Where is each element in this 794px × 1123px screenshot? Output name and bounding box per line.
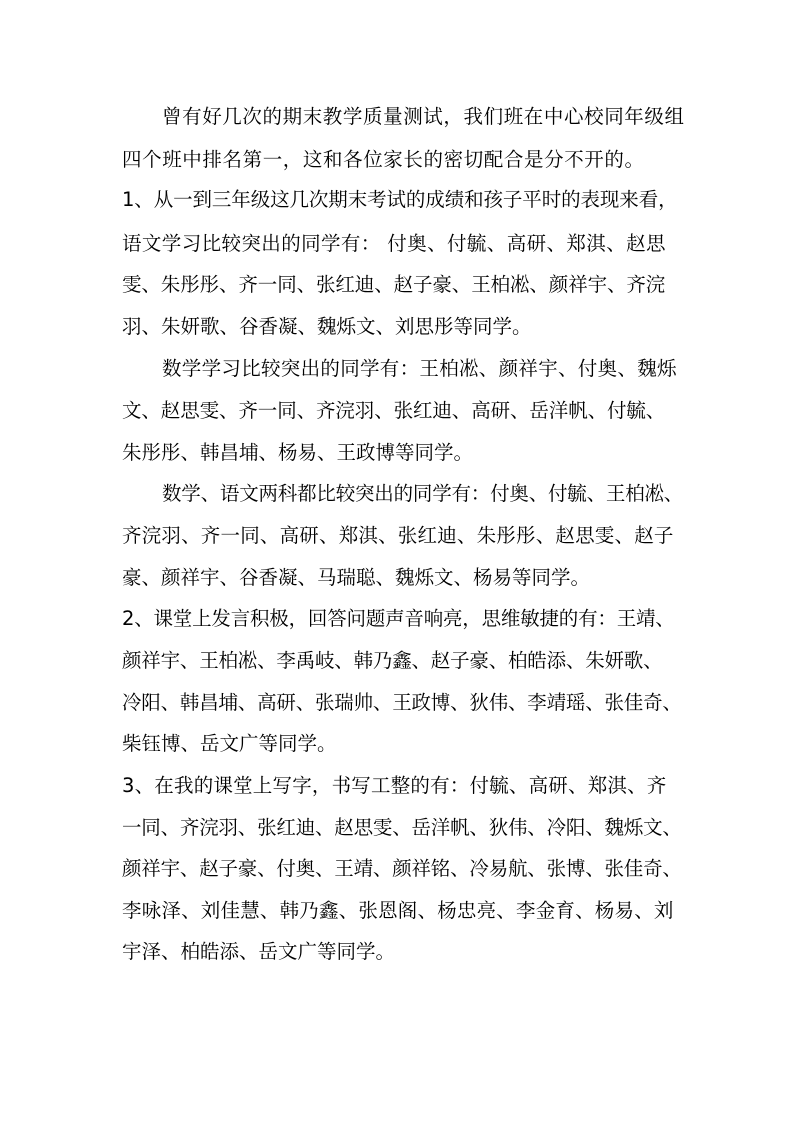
text-line: 2、课堂上发言积极，回答问题声音响亮，思维敏捷的有：王靖、 xyxy=(122,607,675,630)
text-line: 3、在我的课堂上写字，书写工整的有：付毓、高研、郑淇、齐 xyxy=(122,774,667,797)
text-line: 颜祥宇、赵子豪、付奥、王靖、颜祥铭、冷易航、张博、张佳奇、 xyxy=(122,857,682,880)
text-line: 李咏泽、刘佳慧、韩乃鑫、张恩阁、杨忠亮、李金育、杨易、刘 xyxy=(122,899,674,922)
text-line: 齐浣羽、齐一同、高研、郑淇、张红迪、朱彤彤、赵思雯、赵子 xyxy=(122,524,674,547)
text-line: 四个班中排名第一，这和各位家长的密切配合是分不开的。 xyxy=(122,148,645,171)
text-line: 曾有好几次的期末教学质量测试，我们班在中心校同年级组 xyxy=(162,105,685,128)
text-line: 数学、语文两科都比较突出的同学有：付奥、付毓、王柏凇、 xyxy=(162,482,684,505)
text-line: 朱彤彤、韩昌埔、杨易、王政博等同学。 xyxy=(122,441,474,464)
text-line: 雯、朱彤彤、齐一同、张红迪、赵子豪、王柏凇、颜祥宇、齐浣 xyxy=(122,273,666,296)
text-line: 宇泽、柏皓添、岳文广等同学。 xyxy=(122,940,396,963)
text-line: 1、从一到三年级这几次期末考试的成绩和孩子平时的表现来看， xyxy=(122,188,678,211)
text-line: 冷阳、韩昌埔、高研、张瑞帅、王政博、狄伟、李靖瑶、张佳奇、 xyxy=(122,691,682,714)
text-line: 一同、齐浣羽、张红迪、赵思雯、岳洋帆、狄伟、冷阳、魏烁文、 xyxy=(122,816,682,839)
text-line: 柴钰博、岳文广等同学。 xyxy=(122,732,337,755)
text-line: 豪、颜祥宇、谷香凝、马瑞聪、魏烁文、杨易等同学。 xyxy=(122,566,591,589)
text-line: 文、赵思雯、齐一同、齐浣羽、张红迪、高研、岳洋帆、付毓、 xyxy=(122,399,666,422)
text-line: 羽、朱妍歌、谷香凝、魏烁文、刘思彤等同学。 xyxy=(122,315,532,338)
text-line: 语文学习比较突出的同学有： 付奥、付毓、高研、郑淇、赵思 xyxy=(122,232,666,255)
text-line: 数学学习比较突出的同学有：王柏凇、颜祥宇、付奥、魏烁 xyxy=(162,357,677,380)
text-line: 颜祥宇、王柏凇、李禹岐、韩乃鑫、赵子豪、柏皓添、朱妍歌、 xyxy=(122,649,663,672)
